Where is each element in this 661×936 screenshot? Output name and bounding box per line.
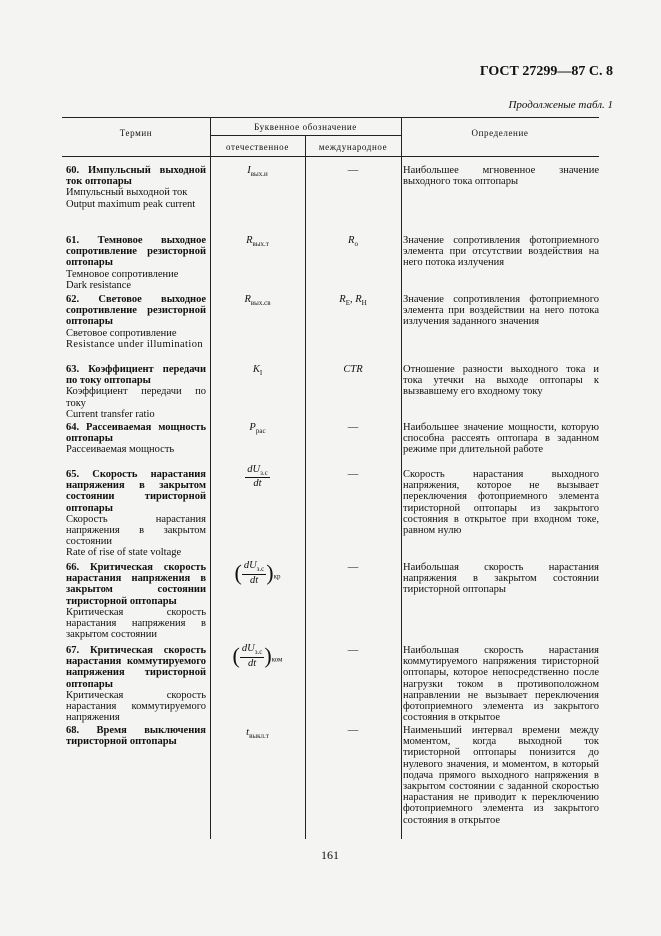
col-divider-3 [401,117,402,839]
term-64-short: Рассеиваемая мощность [66,444,175,456]
symbol-domestic-64: $P_{рас}$ [249,422,266,436]
term-62-title: 62. Световое выходное сопротивление резисторной оптопары [66,294,206,328]
term-66 [66,562,206,640]
term-63-short: Коэффициент передачи по току [66,386,206,409]
term-60 [66,165,206,210]
doc-header: ГОСТ 27299—87 С. 8 [479,64,613,79]
term-62 [66,294,206,350]
symbol-domestic-68: $t_{выкл.т}$ [246,727,269,741]
definition-62: Значение сопротивления фотоприемного элемента при воздействии на него потока излучения заданного значения [403,294,599,328]
symbol-domestic-60: $I_{вых.и}$ [247,165,268,179]
term-66-short: Критическая скорость нарастания напряжения в закрытом состоянии [66,606,206,641]
definition-63: Отношение разности выходного тока и тока утечки на выходе оптопары к вызвавшему его входному току [403,364,599,398]
table-top-rule [62,117,599,118]
term-62-short: Световое сопротивление [66,327,177,339]
symbol-international-64: — [347,422,359,433]
header-international: международное [318,142,388,152]
term-62-en: Resistance under illumination [66,338,203,350]
term-60-title: 60. Импульсный выходной ток оптопары [66,165,206,188]
symbol-international-66: — [347,562,359,573]
definition-67: Наибольшая скорость нарастания коммутируемого напряжения тиристорной оптопары, которое непосредственно после нагрузки током в противоположном направлении не вызывает переключения фотоприемного элемента из закрытого состояния в открытое [403,645,599,724]
symbol-international-65: — [347,469,359,480]
term-61-title: 61. Темновое выходное сопротивление резисторной оптопары [66,235,206,269]
symbol-domestic-62: $R_{вых.св}$ [244,294,271,308]
header-term: Термин [119,128,153,138]
term-61-en: Dark resistance [66,279,132,291]
symbol-domestic-67: ( $\frac{dU_{з.с}}{dt}$ )$_{ком}$ [232,643,283,669]
term-61-short: Темновое сопротивление [66,268,179,280]
term-63 [66,364,206,420]
col-divider-1 [210,117,211,839]
term-67-title: 67. Критическая скорость нарастания коммутируемого напряжения тиристорной оптопары [66,645,206,690]
table-continuation-label: Продолженые табл. 1 [508,99,613,111]
term-64 [66,422,206,456]
term-67-short: Критическая скорость нарастания коммутируемого напряжения [66,689,206,724]
term-65-title: 65. Скорость нарастания напряжения в закрытом состоянии тиристорной оптопары [66,469,206,514]
definition-66: Наибольшая скорость нарастания напряжения в закрытом состоянии тиристорной оптопары [403,562,599,596]
symbol-international-67: — [347,645,359,656]
term-63-title: 63. Коэффициент передачи по току оптопары [66,364,206,387]
symbol-domestic-63: $K_I$ [252,364,263,378]
symbol-domestic-66: ( $\frac{dU_{з.с}}{dt}$ )$_{кр}$ [234,560,281,586]
definition-65: Скорость нарастания выходного напряжения, которое не вызывает переключения фотоприемного элемента тиристорной оптопары из закрытого состояния в открытое при входном токе, равном нулю [403,469,599,537]
symbol-domestic-61: $R_{вых.т}$ [246,235,269,249]
term-60-short: Импульсный выходной ток [66,187,188,199]
symbol-international-60: — [347,165,359,176]
term-61 [66,235,206,291]
term-67 [66,645,206,723]
term-60-en: Output maximum peak current [66,198,196,210]
term-65-short: Скорость нарастания напряжения в закрытом состоянии [66,513,206,548]
header-definition: Определение [471,128,529,138]
term-68-title: 68. Время выключения тиристорной оптопары [66,725,206,748]
symbol-international-63: CTR [343,364,363,375]
term-68 [66,725,206,747]
symbol-international-62: $R_E$, $R_H$ [339,294,367,308]
header-domestic: отечественное [226,142,289,152]
term-66-title: 66. Критическая скорость нарастания напряжения в закрытом состоянии тиристорной оптопары [66,562,206,607]
definition-68: Наименьший интервал времени между моментом, когда выходной ток тиристорной оптопары понизится до нулевого значения, и моментом, в который подача прямого выходного напряжения в закрытом состоянии с заданной скоростью нарастания не приводит к переключению фотоприемного элемента из закрытого состояния в открытое [403,725,599,826]
symbol-domestic-65: $\frac{dU_{з.с}}{dt}$ [247,464,268,490]
term-65-en: Rate of rise of state voltage [66,547,182,559]
symbol-international-61: $R_o$ [348,235,358,249]
definition-61: Значение сопротивления фотоприемного элемента при отсутствии воздействия на него потока излучения [403,235,599,269]
header-bottom-rule [62,156,599,157]
header-letter-designation: Буквенное обозначение [254,122,357,132]
term-64-title: 64. Рассеиваемая мощность оптопары [66,422,206,445]
term-65 [66,469,206,559]
definition-64: Наибольшее значение мощности, которую способна рассеять оптопара в заданном режиме при длительной работе [403,422,599,456]
definition-60: Наибольшее мгновенное значение выходного тока оптопары [403,165,599,188]
term-63-en: Current transfer ratio [66,408,155,420]
symbol-international-68: — [347,725,359,736]
page-number: 161 [321,848,339,862]
